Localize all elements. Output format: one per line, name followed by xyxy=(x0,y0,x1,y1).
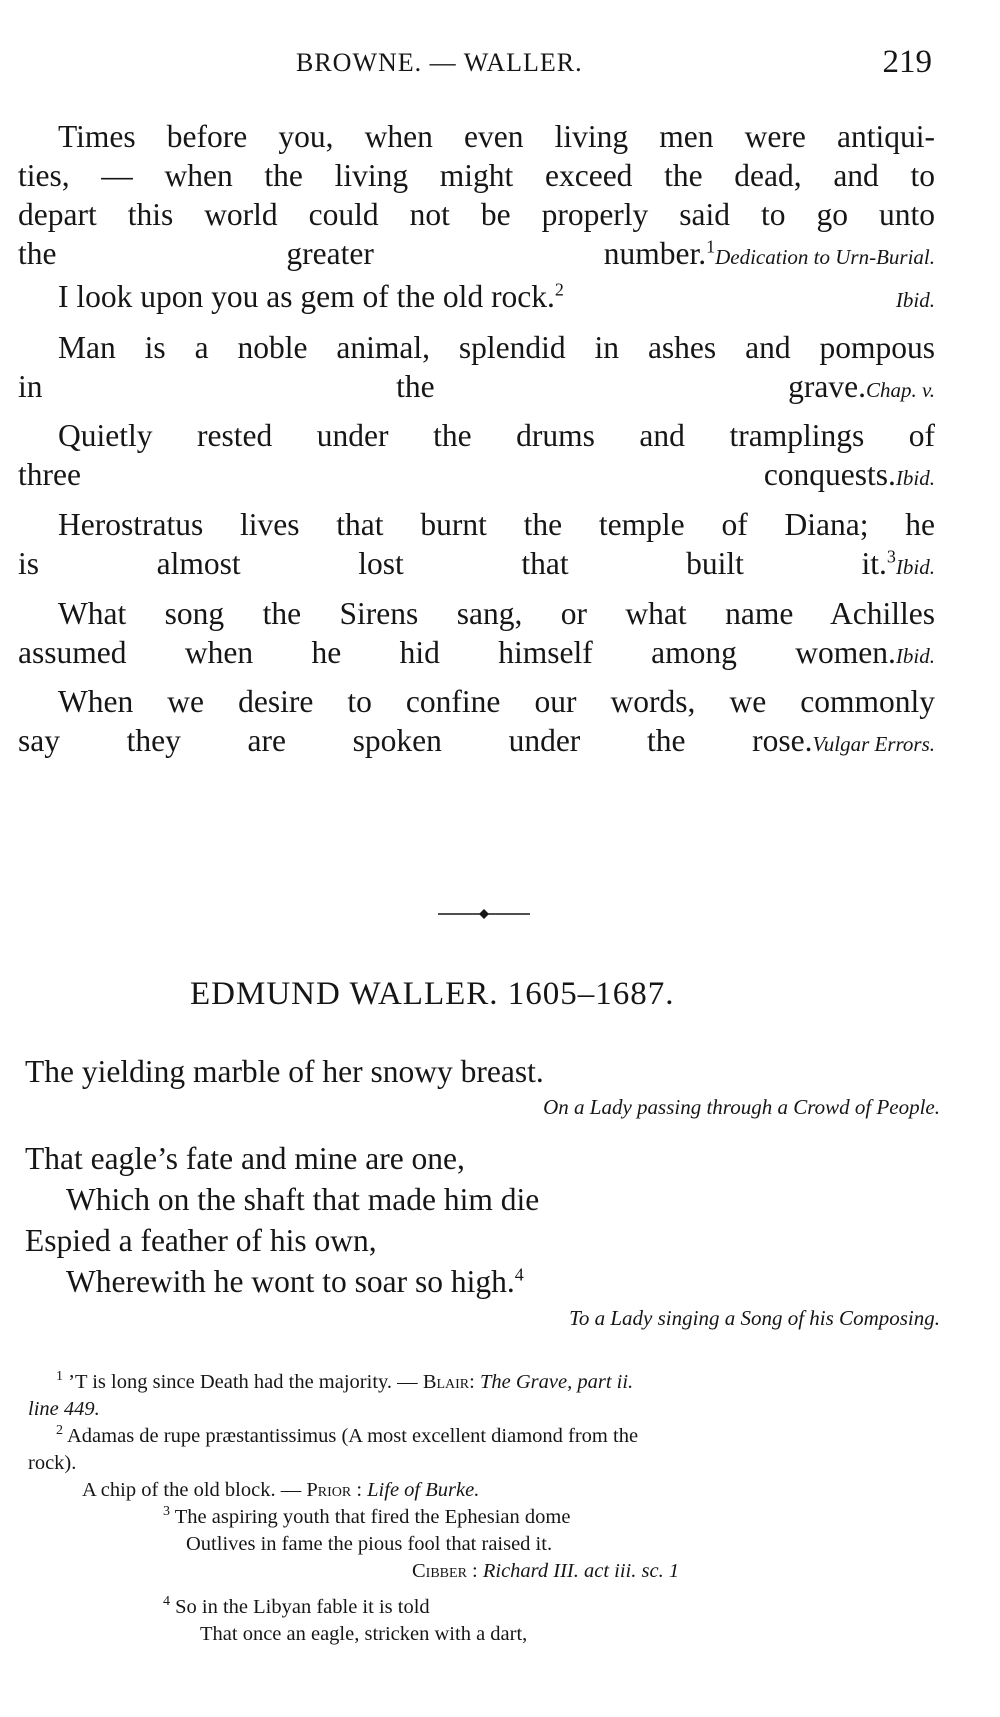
waller-poem-line: Espied a feather of his own, xyxy=(25,1223,377,1258)
quote-line: depart this world could not be properly said to go unto xyxy=(18,197,935,232)
quote-urn-burial-dedication xyxy=(18,117,935,277)
waller-poem-line: Which on the shaft that made him die xyxy=(66,1182,540,1217)
footnote-4 xyxy=(163,1596,430,1619)
quote-line-last xyxy=(18,367,935,406)
footnote-marker: 3 xyxy=(886,546,896,567)
footnote-work: Life of Burke. xyxy=(367,1479,480,1501)
waller-quote-line: The yielding marble of her snowy breast. xyxy=(25,1054,544,1089)
section-heading: EDMUND WALLER. 1605–1687. xyxy=(190,976,675,1012)
footnote-number: 1 xyxy=(56,1369,63,1385)
footnote-3-line-2 xyxy=(186,1533,552,1556)
waller-poem-line-last xyxy=(66,1264,524,1300)
footnote-text: Adamas de rupe præstantissimus (A most excellent diamond from the xyxy=(67,1425,639,1447)
quote-line: ties, — when the living might exceed the dead, and to xyxy=(18,158,935,193)
waller-poem-text: Wherewith he wont to soar so high. xyxy=(66,1264,515,1299)
footnote-2-extra: A chip of the old block. — Prior : Life of Burke. xyxy=(82,1479,480,1501)
quote-drums-and-tramplings xyxy=(18,416,935,498)
footnote-1-continued xyxy=(28,1398,100,1421)
quote-noble-animal xyxy=(18,328,935,410)
quote-line: When we desire to confine our words, we commonly xyxy=(58,684,935,719)
quote-source: Ibid. xyxy=(895,466,935,490)
footnote-text: ’T is long since Death had the majority. — xyxy=(68,1371,418,1393)
footnote-work: line 449. xyxy=(28,1398,100,1420)
quote-text: in the grave. xyxy=(18,369,866,404)
quote-line: What song the Sirens sang, or what name Achilles xyxy=(58,596,935,631)
quote-line: Man is a noble animal, splendid in ashes and pompous xyxy=(58,330,935,365)
waller-poem-line: That eagle’s fate and mine are one, xyxy=(25,1141,465,1176)
quote-line-last xyxy=(18,455,935,494)
footnote-number: 2 xyxy=(56,1423,63,1439)
quote-text: I look upon you as gem of the old rock. xyxy=(58,279,555,314)
waller-quote-source: On a Lady passing through a Crowd of People. xyxy=(543,1095,940,1119)
quote-line: Quietly rested under the drums and tramplings of xyxy=(58,418,935,453)
page-number: 219 xyxy=(882,44,932,80)
footnote-text: The aspiring youth that fired the Ephesian dome xyxy=(174,1506,571,1528)
footnote-2-continued xyxy=(28,1452,76,1475)
footnote-work: Richard III. act iii. sc. 1 xyxy=(482,1560,680,1582)
quote-text: say they are spoken under the rose. xyxy=(18,723,813,758)
footnote-2 xyxy=(56,1425,638,1448)
footnote-author: Blair xyxy=(422,1371,470,1393)
quote-text: is almost lost that built it. xyxy=(18,546,887,581)
section-divider-ornament xyxy=(438,908,530,920)
footnote-author: Cibber xyxy=(412,1560,467,1582)
footnote-4-line-2 xyxy=(200,1623,527,1646)
quote-source: Chap. v. xyxy=(865,378,935,402)
waller-poem-source: To a Lady singing a Song of his Composing. xyxy=(569,1306,940,1330)
quote-source: Dedication to Urn-Burial. xyxy=(715,245,935,269)
quote-under-the-rose xyxy=(18,682,935,764)
quote-line xyxy=(18,277,935,316)
quote-line-last xyxy=(18,234,935,273)
footnote-author: Prior xyxy=(306,1479,352,1501)
quote-line-last xyxy=(18,633,935,672)
quote-line: Times before you, when even living men were antiqui- xyxy=(58,119,935,154)
quote-herostratus xyxy=(18,505,935,587)
footnote-marker: 2 xyxy=(554,279,564,300)
quote-line-last xyxy=(18,721,935,760)
quote-source: Ibid. xyxy=(895,288,935,312)
footnote-text: So in the Libyan fable it is told xyxy=(175,1596,430,1618)
footnote-text: Outlives in fame the pious fool that raised it. xyxy=(186,1533,553,1555)
quote-source: Ibid. xyxy=(895,644,935,668)
footnote-marker: 1 xyxy=(706,236,716,257)
running-head: BROWNE. — WALLER. xyxy=(296,48,583,77)
footnote-text: rock). xyxy=(28,1452,77,1474)
footnote-number: 3 xyxy=(163,1504,170,1520)
quote-text: assumed when he hid himself among women. xyxy=(18,635,896,670)
footnote-work: The Grave, part ii. xyxy=(479,1371,634,1393)
footnote-3 xyxy=(163,1506,570,1529)
quote-text: three conquests. xyxy=(18,457,896,492)
footnote-1: $^1$ ’T is long since Death had the majority. — Blair: The Grave, part ii. xyxy=(56,1369,634,1393)
footnote-text: That once an eagle, stricken with a dart, xyxy=(200,1623,528,1645)
footnote-3-attribution: Cibber : Richard III. act iii. sc. 1 xyxy=(412,1560,680,1582)
footnote-text: A chip of the old block. — xyxy=(82,1479,302,1501)
quote-line: Herostratus lives that burnt the temple of Diana; he xyxy=(58,507,935,542)
quote-sirens-song xyxy=(18,594,935,676)
quote-line-last xyxy=(18,544,935,583)
quote-source: Vulgar Errors. xyxy=(812,732,935,756)
quote-gem-of-old-rock xyxy=(18,277,935,320)
footnote-number: 4 xyxy=(163,1594,170,1610)
quote-source: Ibid. xyxy=(895,555,935,579)
footnote-marker: 4 xyxy=(514,1264,524,1285)
quote-text: the greater number. xyxy=(18,236,707,271)
